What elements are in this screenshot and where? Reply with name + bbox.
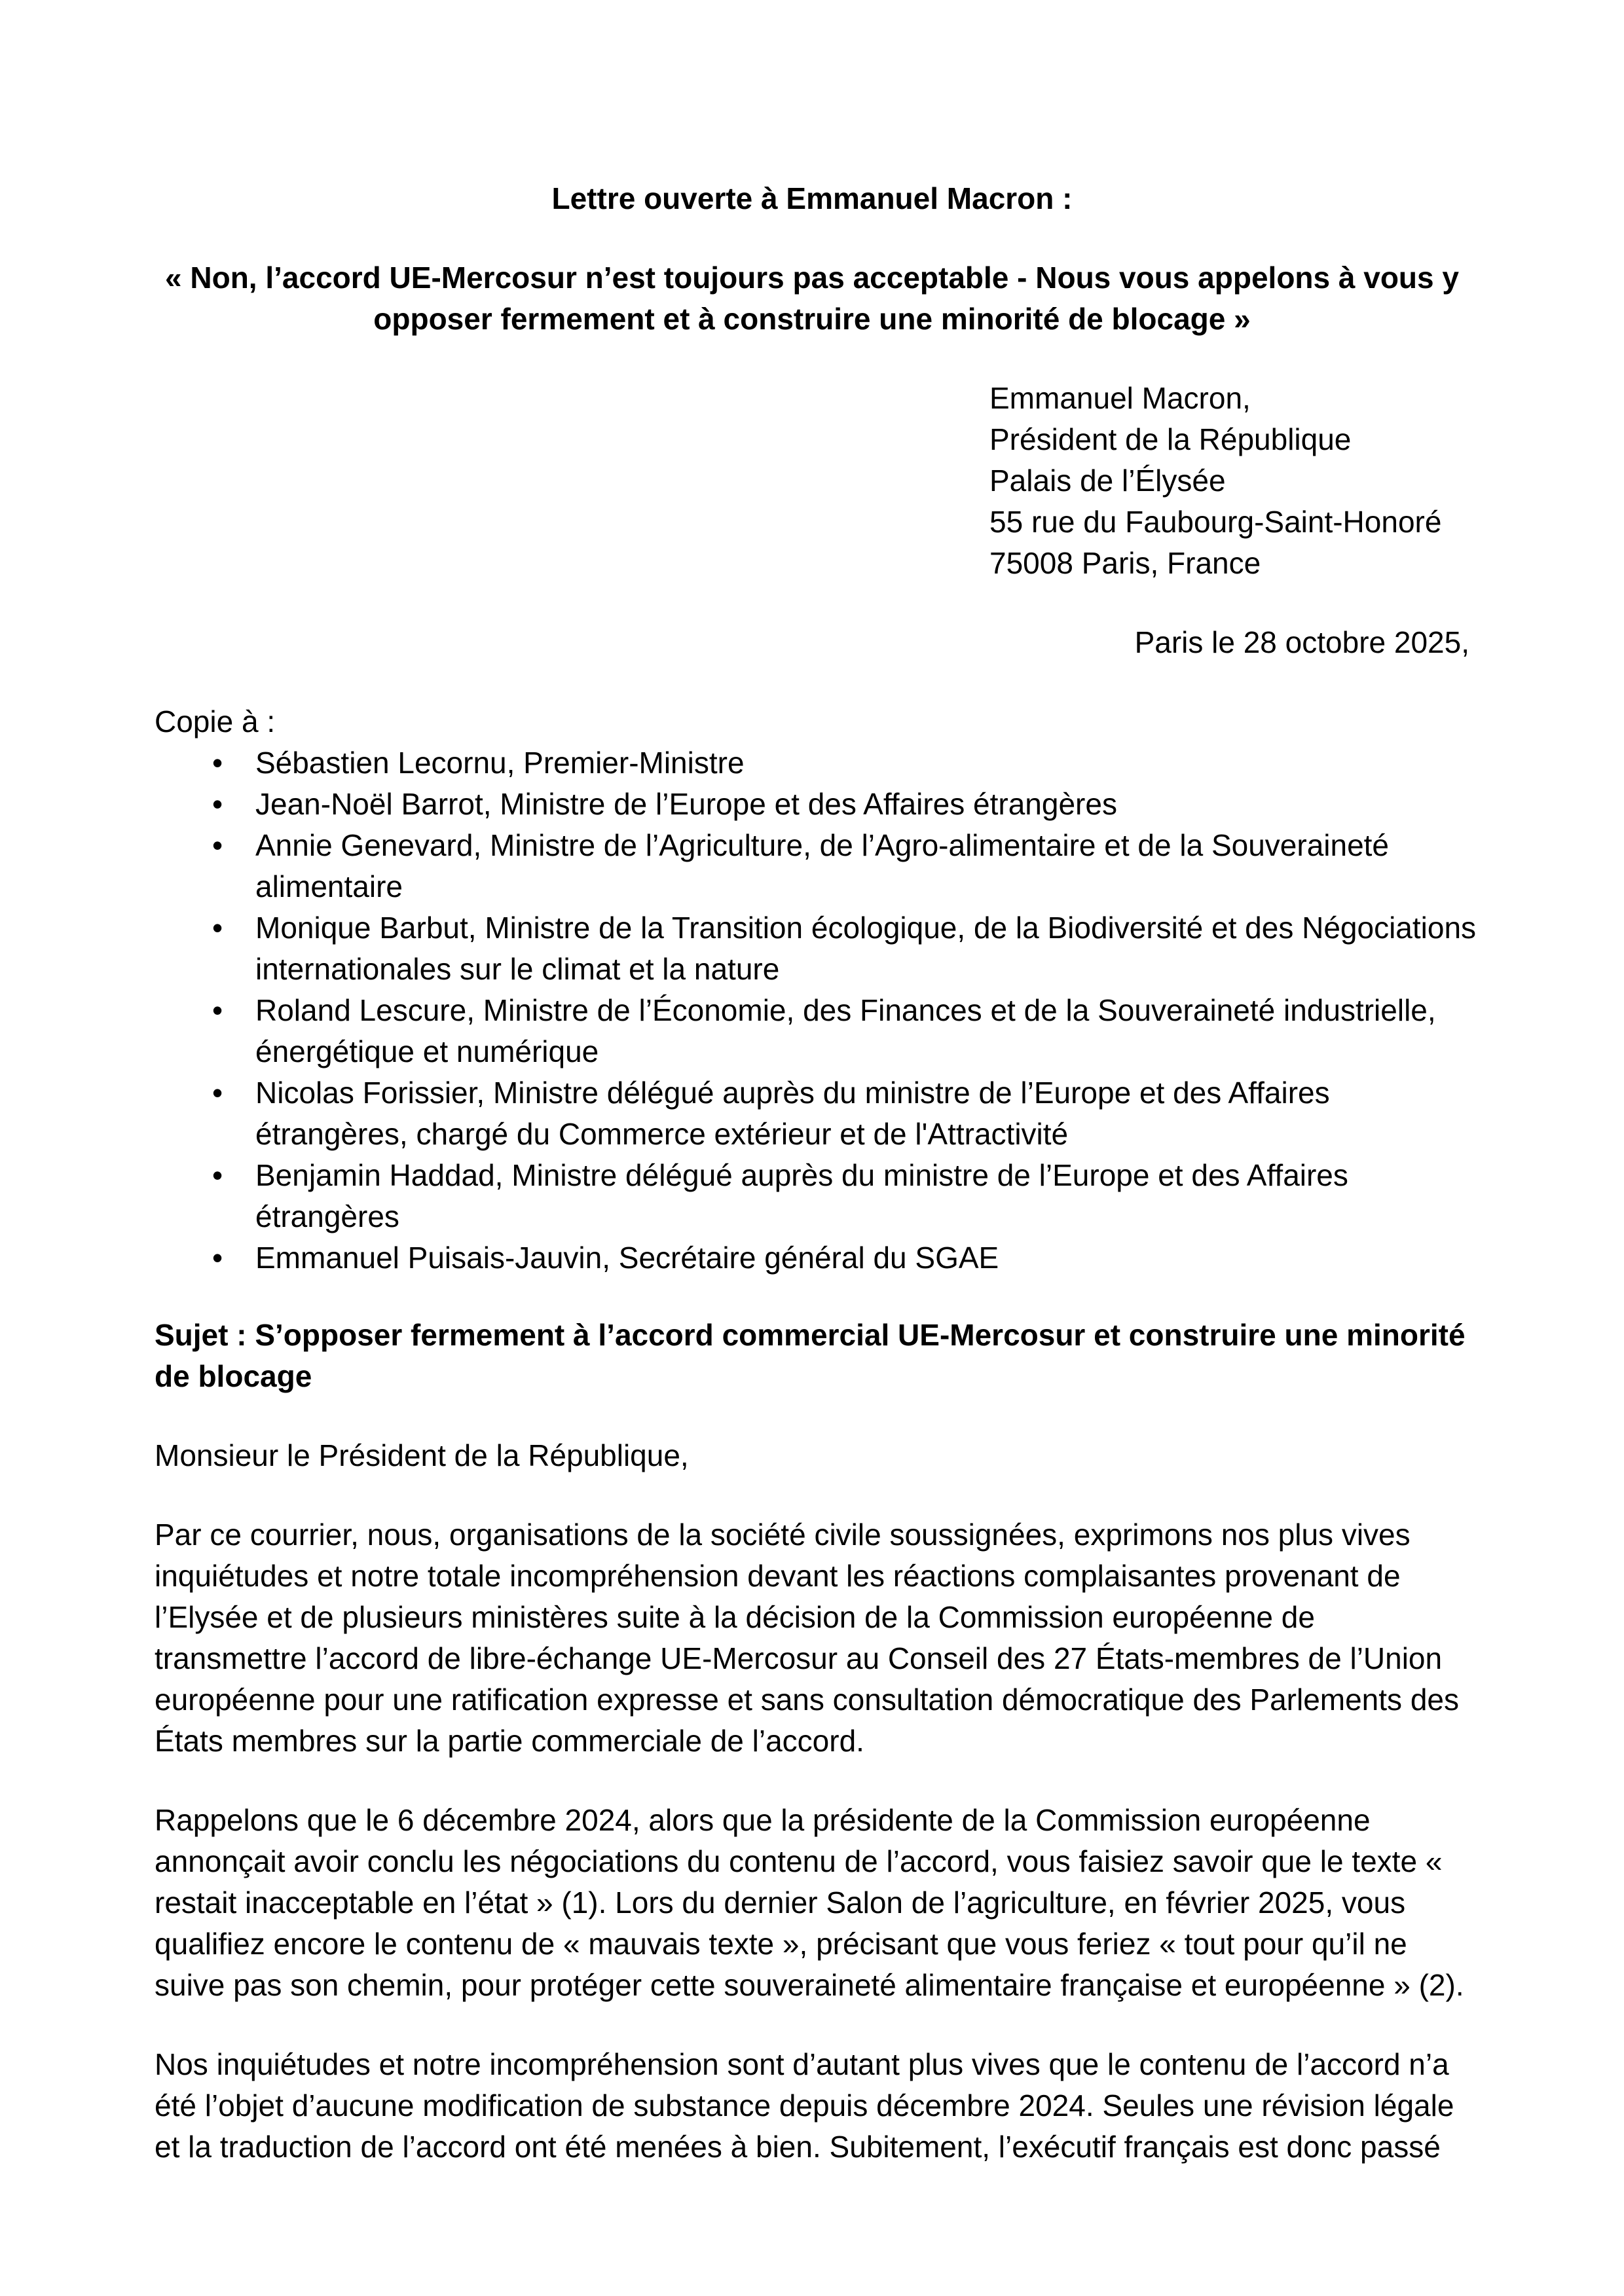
text-line: Nos inquiétudes et notre incompréhension sont d’autant plus vives que le contenu de l’accord n’a [155, 2047, 1449, 2081]
copy-list [155, 742, 1477, 1279]
text-line: et la traduction de l’accord ont été menées à bien. Subitement, l’exécutif français est donc passé [155, 2130, 1441, 2164]
text-line: • Nicolas Forissier, Ministre délégué auprès du ministre de l’Europe et des Affaires [255, 1076, 1330, 1110]
copy-list-item [155, 1072, 1469, 1155]
copy-list-item [155, 1237, 1469, 1279]
subtitle-line-1: « Non, l’accord UE-Mercosur n’est toujours pas acceptable - Nous vous appelons à vous y [165, 261, 1459, 295]
subtitle-line-2: opposer fermement et à construire une minorité de blocage » [373, 302, 1251, 336]
text-line: Par ce courrier, nous, organisations de la société civile soussignées, exprimons nos plus vives [155, 1518, 1411, 1552]
text-line: Rappelons que le 6 décembre 2024, alors que la présidente de la Commission européenne [155, 1803, 1371, 1837]
text-line: • Roland Lescure, Ministre de l’Économie, des Finances et de la Souveraineté industrielle, [255, 993, 1436, 1027]
text-line: • Jean-Noël Barrot, Ministre de l’Europe et des Affaires étrangères [255, 787, 1117, 821]
text-line: Palais de l’Élysée [989, 464, 1226, 498]
copy-to-label: Copie à : [155, 704, 276, 738]
copy-list-item [155, 990, 1469, 1072]
letter-subtitle [155, 257, 1469, 340]
date-line: Paris le 28 octobre 2025, [1134, 625, 1469, 659]
text-line: Emmanuel Macron, [989, 381, 1251, 415]
copy-list-item [155, 784, 1469, 825]
body-paragraphs [155, 1514, 1469, 2168]
text-line: suive pas son chemin, pour protéger cette souveraineté alimentaire française et européenne » (2). [155, 1968, 1464, 2002]
recipient-address [989, 378, 1469, 584]
copy-list-item [155, 825, 1469, 907]
text-line: internationales sur le climat et la nature [255, 952, 780, 986]
copy-list-item [155, 742, 1469, 784]
subject-line-1: Sujet : S’opposer fermement à l’accord commercial UE-Mercosur et construire une minorité [155, 1318, 1466, 1352]
text-line: États membres sur la partie commerciale de l’accord. [155, 1724, 864, 1758]
text-line: • Sébastien Lecornu, Premier-Ministre [255, 746, 745, 780]
body-paragraph [155, 1514, 1469, 1762]
copy-list-item [155, 907, 1477, 990]
text-line: qualifiez encore le contenu de « mauvais texte », précisant que vous feriez « tout pour qu’il ne [155, 1927, 1407, 1961]
subject-line-2: de blocage [155, 1359, 312, 1393]
text-line: annonçait avoir conclu les négociations du contenu de l’accord, vous faisiez savoir que le texte « [155, 1844, 1443, 1878]
text-line: été l’objet d’aucune modification de substance depuis décembre 2024. Seules une révision légale [155, 2088, 1454, 2123]
text-line: étrangères, chargé du Commerce extérieur et de l'Attractivité [255, 1117, 1069, 1151]
letter-title: Lettre ouverte à Emmanuel Macron : [551, 181, 1073, 215]
text-line: inquiétudes et notre totale incompréhension devant les réactions complaisantes provenant de [155, 1559, 1401, 1593]
text-line: énergétique et numérique [255, 1034, 599, 1068]
text-line: étrangères [255, 1199, 399, 1233]
body-paragraph [155, 1800, 1469, 2006]
text-line: • Emmanuel Puisais-Jauvin, Secrétaire général du SGAE [255, 1241, 999, 1275]
text-line: l’Elysée et de plusieurs ministères suite à la décision de la Commission européenne de [155, 1600, 1315, 1634]
text-line: 75008 Paris, France [989, 546, 1261, 580]
salutation: Monsieur le Président de la République, [155, 1438, 689, 1472]
body-paragraph [155, 2044, 1469, 2168]
text-line: restait inacceptable en l’état » (1). Lors du dernier Salon de l’agriculture, en février 2025, vous [155, 1886, 1406, 1920]
copy-list-item [155, 1155, 1469, 1237]
text-line: alimentaire [255, 869, 403, 903]
text-line: • Monique Barbut, Ministre de la Transition écologique, de la Biodiversité et des Négociations [255, 911, 1477, 945]
text-line: 55 rue du Faubourg-Saint-Honoré [989, 505, 1442, 539]
text-line: européenne pour une ratification expresse et sans consultation démocratique des Parlements des [155, 1683, 1459, 1717]
text-line: Président de la République [989, 422, 1352, 456]
text-line: transmettre l’accord de libre-échange UE-Mercosur au Conseil des 27 États-membres de l’Union [155, 1641, 1443, 1675]
text-line: • Annie Genevard, Ministre de l’Agriculture, de l’Agro-alimentaire et de la Souveraineté [255, 828, 1390, 862]
subject-heading [155, 1315, 1469, 1397]
text-line: • Benjamin Haddad, Ministre délégué auprès du ministre de l’Europe et des Affaires [255, 1158, 1348, 1192]
